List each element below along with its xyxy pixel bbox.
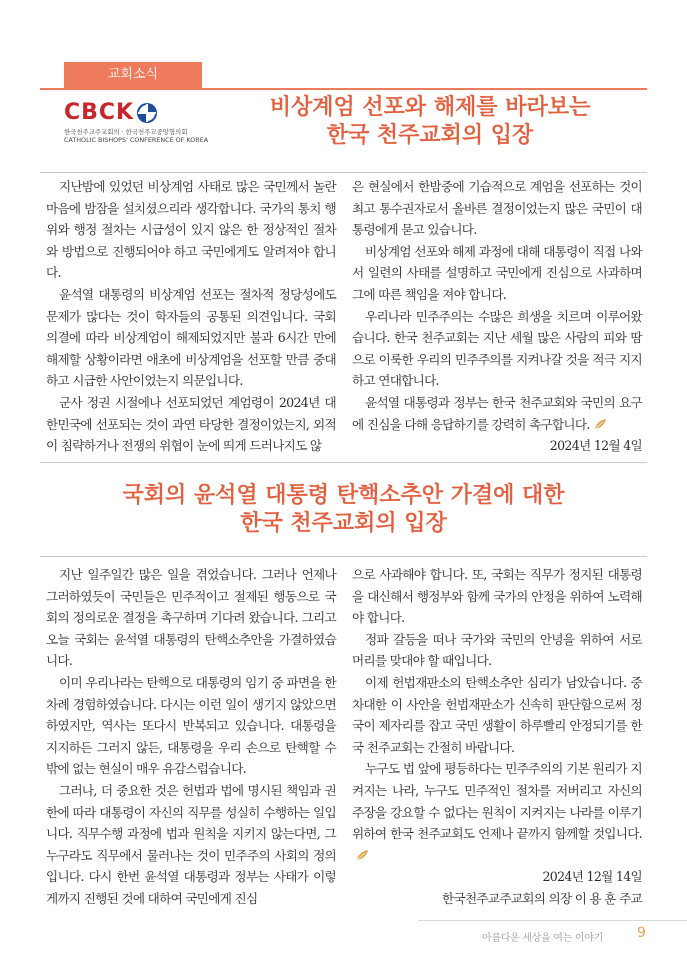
article1-date: 2024년 12월 4일	[549, 438, 642, 454]
logo-korean-name: 한국천주교주교회의 · 한국천주교중앙협의회	[64, 128, 188, 136]
article1-paragraph: 지난밤에 있었던 비상계엄 사태로 많은 국민께서 놀란 마음에 밤잠을 설치셨으리라 생각합니다. 국가의 통치 행위와 행정 절차는 시급성이 있지 않은 한 정상적인 절차와 방법으로 진행되어야 하고 국민에게도 알려져야 합니다.	[46, 179, 336, 281]
cross-emblem-icon	[136, 102, 158, 124]
cbck-logo	[64, 100, 214, 152]
leaf-icon	[355, 849, 369, 861]
article2-date: 2024년 12월 14일	[542, 869, 642, 885]
article1-top-rule	[40, 172, 647, 173]
page-number: 9	[637, 925, 646, 941]
article2-left-column	[46, 564, 336, 910]
section-tag: 교회소식	[64, 62, 202, 88]
article1-paragraph: 우리나라 민주주의는 수많은 희생을 치르며 이루어왔습니다. 한국 천주교회는 지난 세월 많은 사람의 피와 땀으로 이룩한 우리의 민주주의를 지켜나갈 것을 적극 지지하고 연대합니다.	[352, 308, 642, 389]
article1-paragraph: 비상계엄 선포와 해제 과정에 대해 대통령이 직접 나와서 일련의 사태를 설명하고 국민에게 진심으로 사과하며 그에 따른 책임을 져야 합니다.	[352, 243, 642, 302]
article2-title-line1: 국회의 윤석열 대통령 탄핵소추안 가결에 대한	[122, 483, 565, 508]
footer-tagline: 아름다운 세상을 여는 이야기	[482, 933, 603, 944]
article2-right-column	[352, 564, 642, 910]
article2-paragraph: 이미 우리나라는 탄핵으로 대통령의 임기 중 파면을 한 차례 경험하였습니다. 다시는 이런 일이 생기지 않았으면 하였지만, 역사는 또다시 반복되고 있습니다. 대통령을 지지하든 그러지 않든, 대통령을 우리 손으로 탄핵할 수밖에 없는 현실이 매우 유감스럽습니다.	[46, 674, 336, 777]
article2-paragraph: 누구도 법 앞에 평등하다는 민주주의의 기본 원리가 지켜지는 나라, 누구도 민주적인 절차를 저버리고 자신의 주장을 강요할 수 없다는 원칙이 지켜지는 나라를 이루기 위하여 한국 천주교회도 언제나 끝까지 함께할 것입니다.	[352, 761, 642, 842]
article1-title-line2: 한국 천주교회의 입장	[326, 123, 534, 148]
article2-paragraph: 이제 헌법재판소의 탄핵소추안 심리가 남았습니다. 중차대한 이 사안을 헌법재판소가 신속히 판단함으로써 정국이 제자리를 잡고 국민 생활이 하루빨리 안정되기를 한국 천주교회는 간절히 바랍니다.	[352, 674, 642, 755]
article1-left-column	[46, 176, 336, 457]
article2-title	[60, 482, 627, 538]
article2-paragraph: 그러나, 더 중요한 것은 헌법과 법에 명시된 책임과 권한에 따라 대통령이 자신의 직무를 성실히 수행하는 일입니다. 직무수행 과정에 법과 원칙을 지키지 않는다면, 그 누구라도 직무에서 물러나는 것이 민주주의 사회의 정의입니다. 다시 한번 윤석열 대통령과 정부는 사태가 이렇게까지 진행된 것에 대하여 국민에게 진심	[46, 782, 336, 906]
article2-top-rule	[40, 556, 647, 557]
article1-continuation: 은 현실에서 한밤중에 기습적으로 계엄을 선포하는 것이 최고 통수권자로서 올바른 결정이었는지 많은 국민이 대통령에게 묻고 있습니다.	[352, 179, 642, 238]
article2-continuation: 으로 사과해야 합니다. 또, 국회는 직무가 정지된 대통령을 대신해서 행정부와 함께 국가의 안정을 위하여 노력해야 합니다.	[352, 567, 642, 626]
article2-paragraph: 지난 일주일간 많은 일을 겪었습니다. 그러나 언제나 그러하였듯이 국민들은 민주적이고 절제된 행동으로 국회의 정의로운 결정을 촉구하며 기다려 왔습니다. 그리고 오늘 국회는 윤석열 대통령의 탄핵소추안을 가결하였습니다.	[46, 567, 336, 669]
logo-wordmark: CBCK	[64, 100, 135, 125]
logo-english-name: CATHOLIC BISHOPS' CONFERENCE OF KOREA	[64, 136, 209, 144]
article1-title-line1: 비상계엄 선포와 해제를 바라보는	[269, 95, 591, 120]
article2-signature: 한국천주교주교회의 의장 이 용 훈 주교	[442, 890, 642, 906]
footer-rule	[418, 920, 687, 921]
article1-paragraph: 윤석열 대통령과 정부는 한국 천주교회와 국민의 요구에 진심을 다해 응답하기를 강력히 촉구합니다.	[352, 394, 642, 432]
article1-title	[230, 94, 630, 150]
leaf-icon	[593, 418, 607, 430]
article1-paragraph: 군사 정권 시절에나 선포되었던 계엄령이 2024년 대한민국에 선포되는 것이 과연 타당한 결정이었는지, 외적이 침략하거나 전쟁의 위협이 눈에 띄게 드러나지도 않	[46, 394, 336, 454]
article1-paragraph: 윤석열 대통령의 비상계엄 선포는 절차적 정당성에도 문제가 많다는 것이 학자들의 공통된 의견입니다. 국회 의결에 따라 비상계엄이 해제되었지만 불과 6시간 만에 해제할 상황이라면 애초에 비상계엄을 선포할 만큼 중대하고 시급한 사안이었는지 의문입니다.	[46, 286, 336, 389]
header-rule	[40, 88, 647, 90]
article1-right-column	[352, 176, 642, 457]
article2-title-line2: 한국 천주교회의 입장	[240, 511, 447, 536]
article2-paragraph: 정파 갈등을 떠나 국가와 국민의 안녕을 위하여 서로 머리를 맞대야 할 때입니다.	[352, 631, 642, 669]
article-divider	[40, 462, 647, 463]
